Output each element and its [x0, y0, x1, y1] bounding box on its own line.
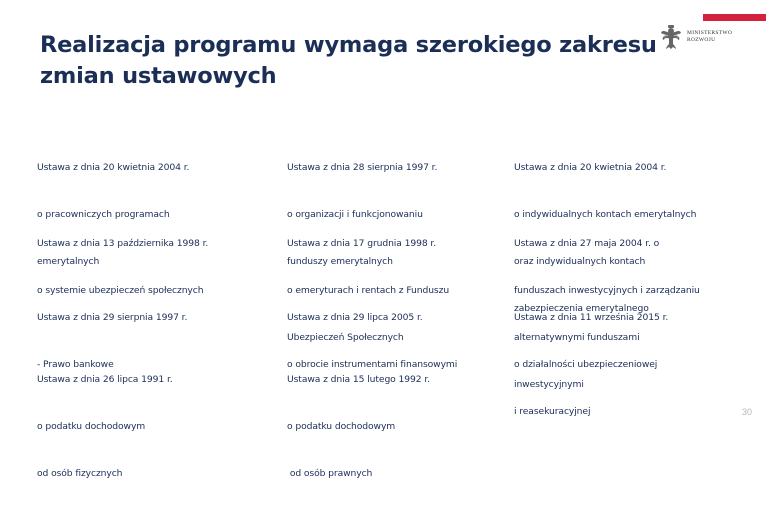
law-subject: o obrocie instrumentami finansowymi [287, 358, 458, 370]
law-subject: od osób prawnych [287, 467, 373, 479]
law-subject: od osób fizycznych [37, 467, 123, 479]
law-subject: emerytalnych [37, 255, 100, 267]
law-subject: inwestycyjnymi [514, 378, 584, 390]
law-subject: o indywidualnych kontach emerytalnych [514, 208, 697, 220]
law-subject: o systemie ubezpieczeń społecznych [37, 284, 204, 296]
flag-stripe [703, 14, 766, 21]
law-subject: zabezpieczenia emerytalnego [514, 302, 649, 314]
law-subject: oraz indywidualnych kontach [514, 255, 646, 267]
law-subject: Ubezpieczeń Społecznych [287, 331, 404, 343]
law-date: Ustawa z dnia 29 sierpnia 1997 r. [37, 312, 188, 324]
law-subject: o organizacji i funkcjonowaniu [287, 208, 423, 220]
slide-title-line1: Realizacja programu wymaga szerokiego zakresu [40, 32, 657, 58]
law-date: Ustawa z dnia 11 września 2015 r. [514, 312, 669, 324]
law-date: Ustawa z dnia 20 kwietnia 2004 r. [514, 162, 667, 174]
law-subject: alternatywnymi funduszami [514, 331, 640, 343]
ministry-name-line1: MINISTERSTWO [687, 30, 733, 36]
slide-title [40, 30, 660, 92]
ministry-name-line2: ROZWOJU [687, 37, 716, 43]
ministry-logo [660, 24, 732, 50]
law-subject: - Prawo bankowe [37, 358, 114, 370]
law-date: Ustawa z dnia 26 lipca 1991 r. [37, 374, 173, 386]
slide-title-line2: zmian ustawowych [40, 63, 277, 89]
ministry-name [687, 30, 732, 44]
polish-eagle-emblem-icon [660, 24, 682, 50]
law-item [514, 279, 668, 451]
law-date: Ustawa z dnia 17 grudnia 1998 r. [287, 238, 437, 250]
law-date: Ustawa z dnia 15 lutego 1992 r. [287, 374, 430, 386]
law-date: Ustawa z dnia 27 maja 2004 r. o [514, 238, 660, 250]
law-subject: funduszy emerytalnych [287, 255, 393, 267]
law-date: Ustawa z dnia 29 lipca 2005 r. [287, 312, 423, 324]
page-number: 30 [742, 407, 753, 417]
law-date: Ustawa z dnia 13 października 1998 r. [37, 238, 209, 250]
law-date: Ustawa z dnia 28 sierpnia 1997 r. [287, 162, 438, 174]
law-subject: o działalności ubezpieczeniowej [514, 358, 658, 370]
law-date: Ustawa z dnia 20 kwietnia 2004 r. [37, 162, 190, 174]
law-subject: o podatku dochodowym [37, 420, 146, 432]
law-subject: o pracowniczych programach [37, 208, 170, 220]
law-subject: o emeryturach i rentach z Funduszu [287, 284, 450, 296]
law-subject: i reasekuracyjnej [514, 405, 591, 417]
law-subject: funduszach inwestycyjnych i zarządzaniu [514, 284, 700, 296]
law-subject: o podatku dochodowym [287, 420, 396, 432]
law-item [287, 341, 430, 513]
law-item [37, 341, 173, 513]
